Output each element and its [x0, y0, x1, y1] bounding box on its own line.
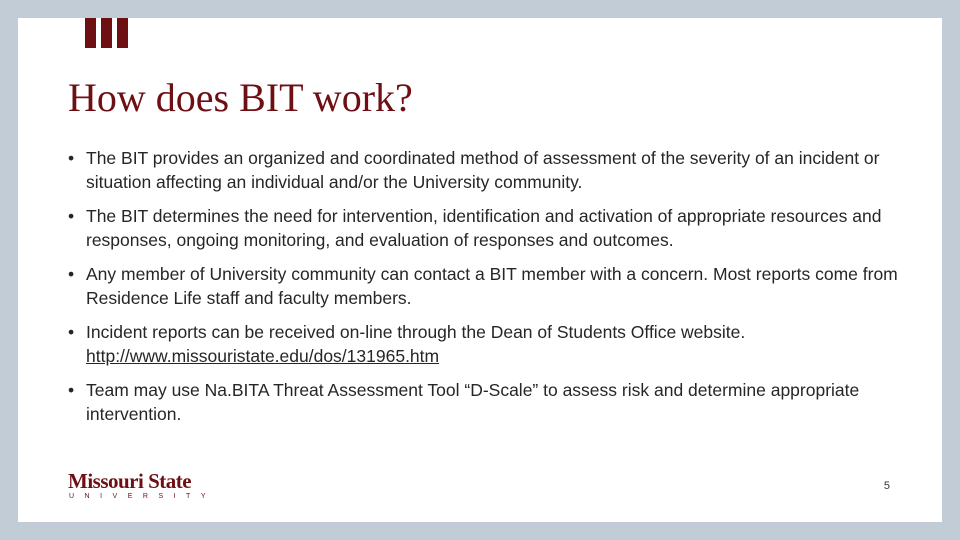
bullet-item — [68, 378, 898, 426]
bullet-item — [68, 320, 898, 368]
bullet-list — [68, 146, 898, 436]
accent-bar — [85, 18, 96, 48]
bullet-icon: • — [68, 380, 75, 400]
bullet-text: The BIT determines the need for intervention, identification and activation of appropriate resources and responses, ongoing monitoring, and evaluation of responses and outcomes. — [86, 206, 882, 250]
dos-website-link[interactable]: http://www.missouristate.edu/dos/131965.htm — [86, 346, 440, 366]
bullet-text: Any member of University community can contact a BIT member with a concern. Most reports come from Residence Life staff and faculty members. — [86, 264, 898, 308]
bullet-icon: • — [68, 148, 75, 168]
logo-wordmark: Missouri State — [68, 469, 192, 493]
accent-bar — [117, 18, 128, 48]
page-number: 5 — [883, 480, 890, 492]
bullet-icon: • — [68, 206, 75, 226]
decorative-bars — [85, 18, 128, 48]
bullet-text: Incident reports can be received on-line through the Dean of Students Office website. — [86, 322, 746, 342]
slide-title: How does BIT work? — [68, 75, 413, 120]
bullet-icon: • — [68, 322, 75, 342]
bullet-item — [68, 262, 898, 310]
bullet-item — [68, 204, 898, 252]
accent-bar — [101, 18, 112, 48]
bullet-icon: • — [68, 264, 75, 284]
slide — [18, 18, 942, 522]
university-logo — [68, 470, 228, 502]
bullet-text: The BIT provides an organized and coordinated method of assessment of the severity of an incident or situation affecting an individual and/or the University community. — [86, 148, 880, 192]
logo-subtitle: UNIVERSITY — [69, 493, 217, 500]
bullet-text: Team may use Na.BITA Threat Assessment Tool “D-Scale” to assess risk and determine appropriate intervention. — [86, 380, 860, 424]
bullet-item — [68, 146, 898, 194]
